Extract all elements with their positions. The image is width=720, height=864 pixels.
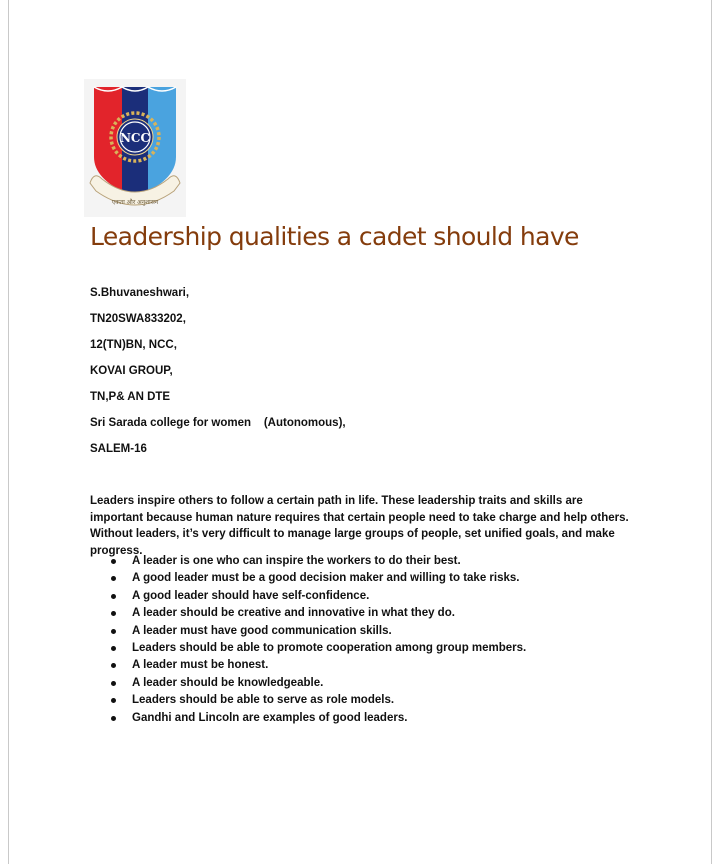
bullet-text: Gandhi and Lincoln are examples of good leaders.	[132, 711, 408, 724]
bullet-text: A leader must have good communication skills.	[132, 624, 392, 637]
intro-paragraph: Leaders inspire others to follow a certain path in life. These leadership traits and skills are important because human nature requires that certain people need to take charge and help others. Without leaders, it’s very difficult to manage large groups of people, set unified goals, and make progress.	[90, 495, 629, 557]
bullet-text: A leader should be knowledgeable.	[132, 676, 324, 689]
bullet-dot-icon	[111, 559, 116, 564]
address-line: SALEM-16	[90, 443, 147, 455]
bullet-text: A good leader should have self-confidence.	[132, 589, 370, 602]
bullet-text: A leader is one who can inspire the workers to do their best.	[132, 555, 461, 567]
bullet-item	[90, 657, 526, 674]
page-border-right	[711, 0, 712, 864]
bullet-item	[90, 640, 526, 657]
address-line: TN20SWA833202,	[90, 313, 186, 325]
bullet-list	[90, 553, 526, 727]
bullet-text: A leader must be honest.	[132, 659, 269, 672]
bullet-text: A leader should be creative and innovative in what they do.	[132, 607, 455, 620]
bullet-dot-icon	[111, 698, 116, 703]
bullet-item	[90, 675, 526, 692]
bullet-text: Leaders should be able to serve as role models.	[132, 694, 395, 707]
page-border-left	[8, 0, 9, 864]
bullet-item	[90, 710, 526, 727]
address-line: KOVAI GROUP,	[90, 365, 173, 377]
bullet-text: A good leader must be a good decision maker and willing to take risks.	[132, 572, 520, 585]
bullet-dot-icon	[111, 716, 116, 721]
bullet-dot-icon	[111, 594, 116, 599]
document-title: Leadership qualities a cadet should have	[90, 222, 579, 251]
bullet-item	[90, 553, 526, 570]
bullet-item	[90, 570, 526, 587]
logo-motto: एकता और अनुशासन	[111, 199, 159, 206]
bullet-dot-icon	[111, 576, 116, 581]
bullet-dot-icon	[111, 663, 116, 668]
ncc-emblem-icon	[84, 79, 186, 217]
author-address	[90, 286, 346, 468]
bullet-item	[90, 605, 526, 622]
address-line: 12(TN)BN, NCC,	[90, 339, 177, 351]
bullet-dot-icon	[111, 646, 116, 651]
bullet-text: Leaders should be able to promote cooperation among group members.	[132, 641, 527, 654]
bullet-item	[90, 623, 526, 640]
bullet-dot-icon	[111, 629, 116, 634]
address-line: S.Bhuvaneshwari,	[90, 287, 190, 299]
bullet-item	[90, 588, 526, 605]
bullet-item	[90, 692, 526, 709]
bullet-dot-icon	[111, 681, 116, 686]
address-line: TN,P& AN DTE	[90, 391, 171, 403]
logo-emblem-text: NCC	[119, 131, 151, 145]
address-line: Sri Sarada college for women (Autonomous),	[90, 417, 346, 429]
bullet-dot-icon	[111, 611, 116, 616]
